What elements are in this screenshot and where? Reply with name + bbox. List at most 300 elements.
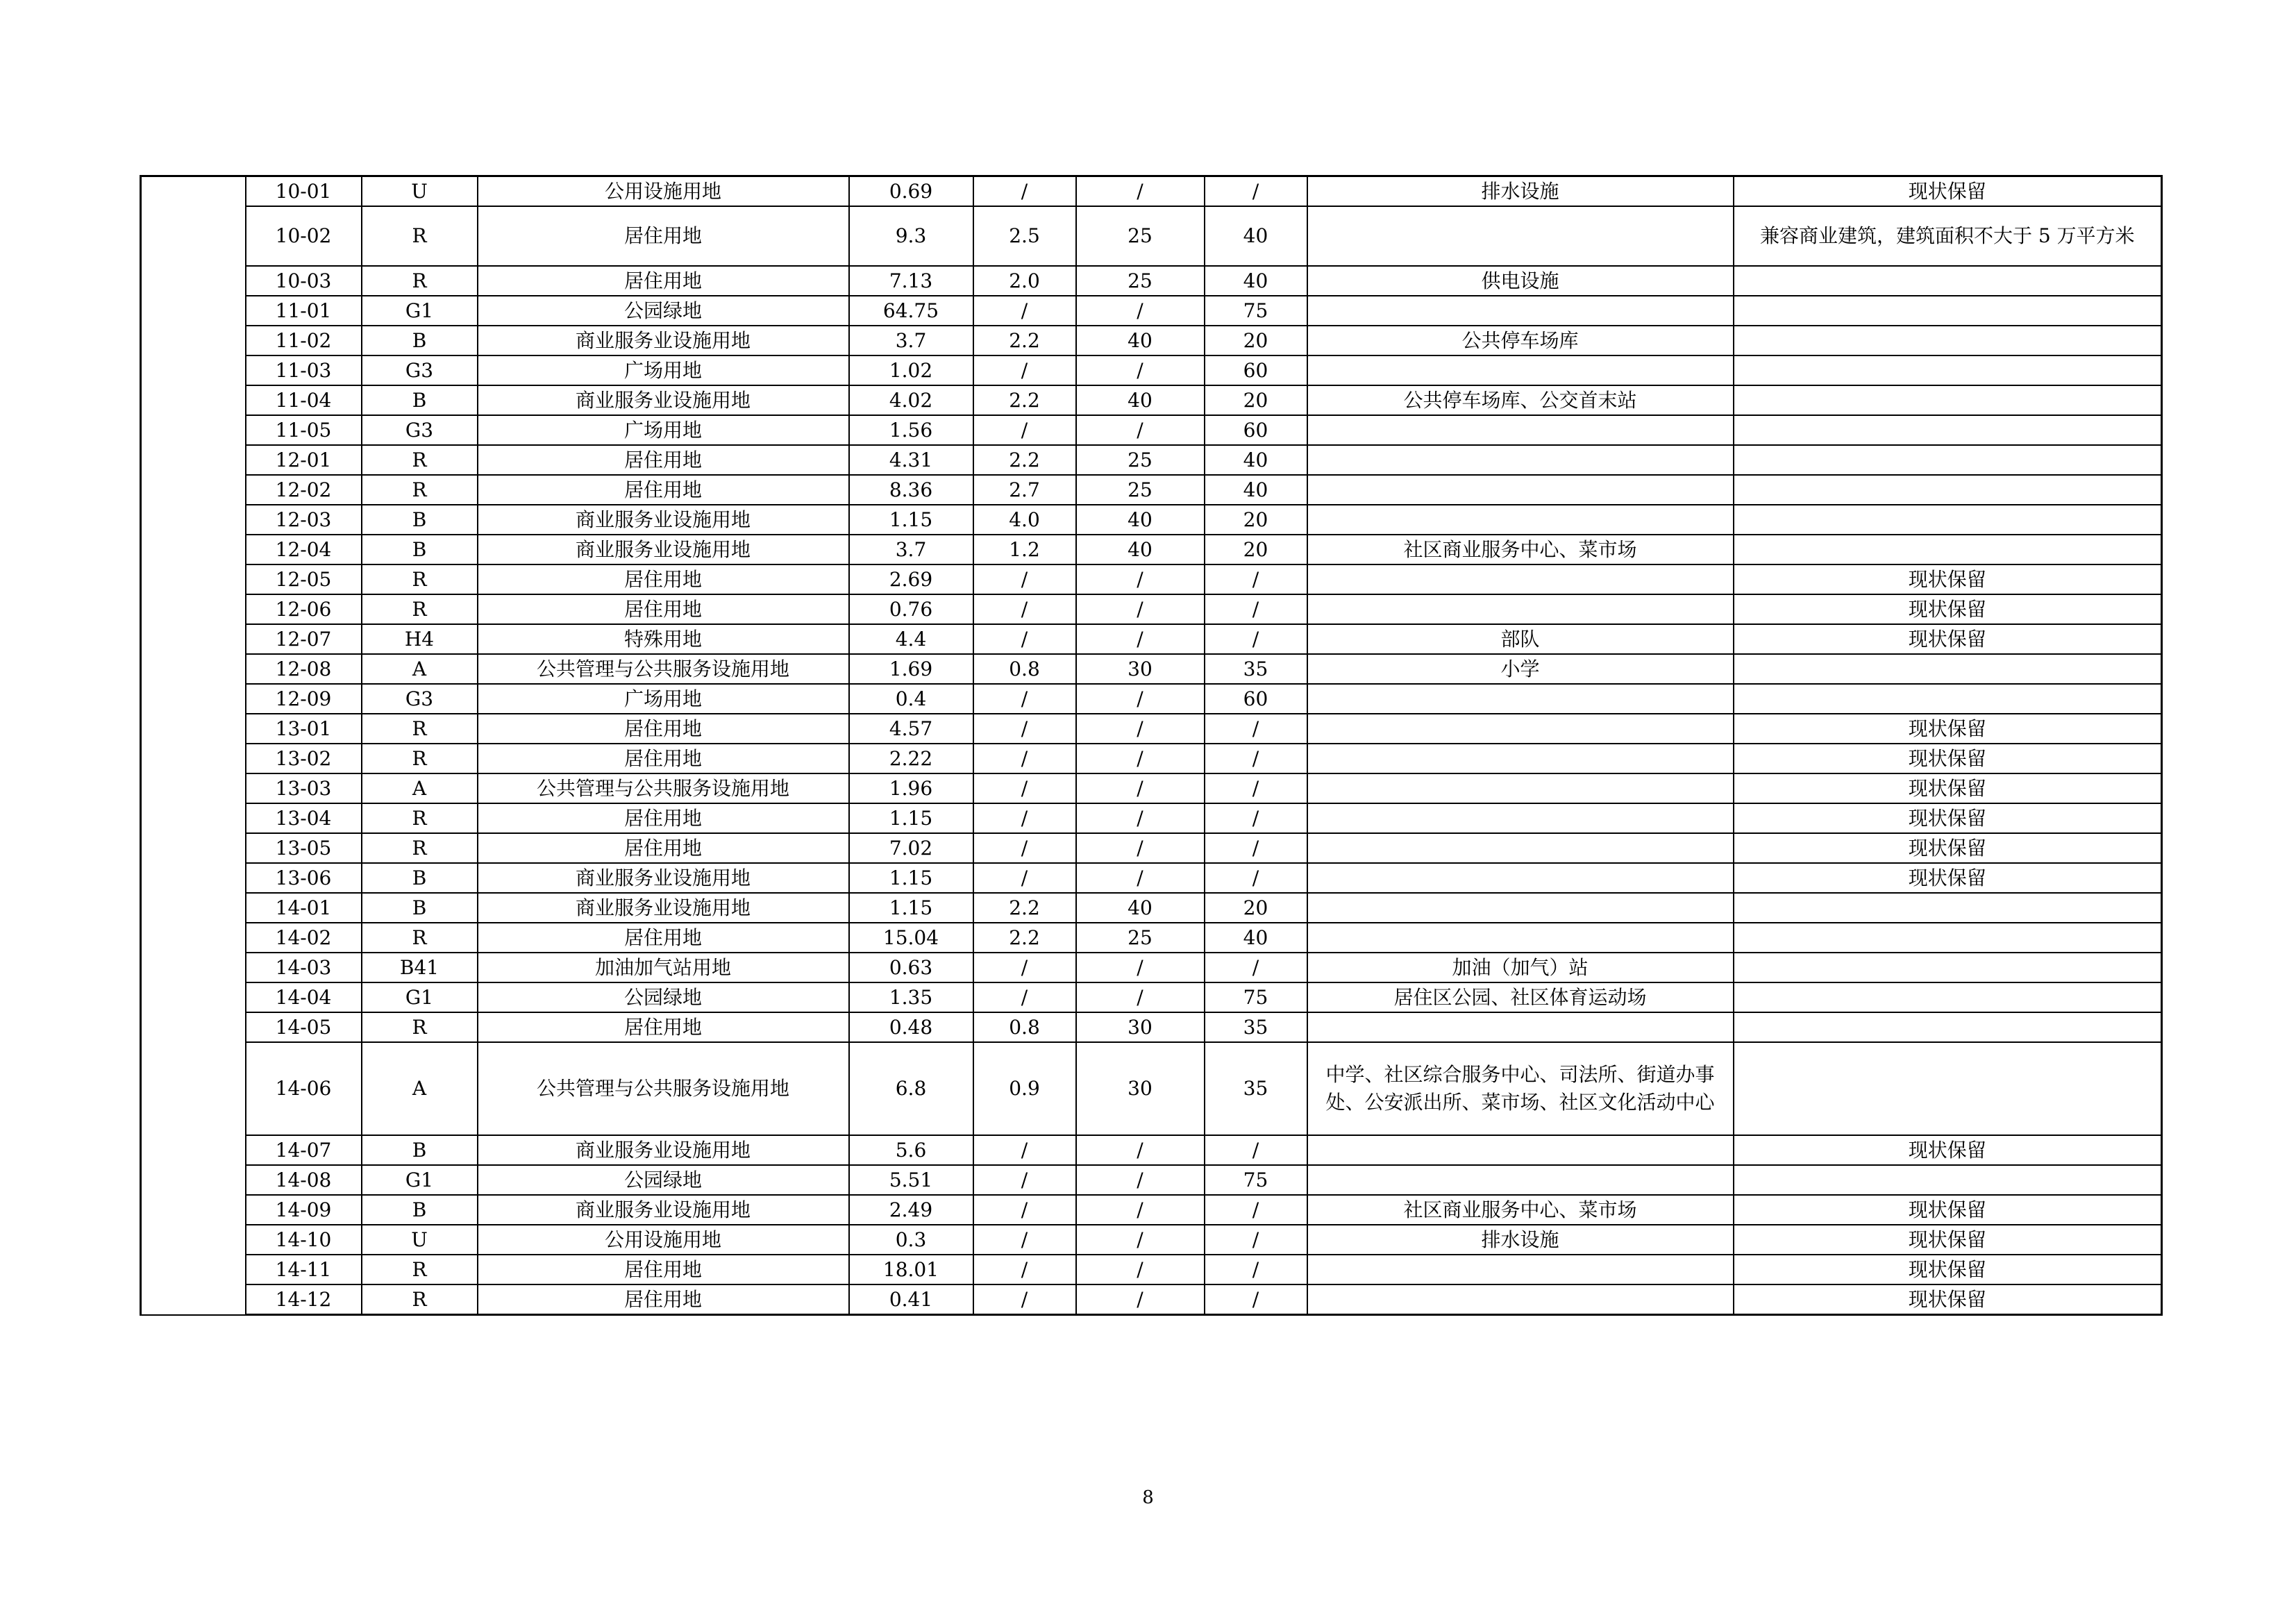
cell-green: / [1205,1225,1307,1255]
table-row [141,415,2162,445]
cell-far: 2.5 [973,206,1076,266]
cell-height: / [1076,714,1205,744]
cell-code: B [362,863,478,893]
cell-note [1734,385,2162,415]
cell-name: 商业服务业设施用地 [478,326,849,355]
cell-code: G3 [362,415,478,445]
cell-height: 40 [1076,535,1205,564]
cell-facility [1307,833,1734,863]
cell-note [1734,982,2162,1012]
table-row [141,296,2162,326]
cell-id: 11-05 [246,415,362,445]
cell-facility: 社区商业服务中心、菜市场 [1307,1195,1734,1225]
cell-height: 40 [1076,326,1205,355]
table-row [141,684,2162,714]
cell-note: 现状保留 [1734,1135,2162,1165]
cell-facility [1307,475,1734,505]
table-row [141,1225,2162,1255]
cell-facility [1307,863,1734,893]
cell-green: / [1205,833,1307,863]
cell-area: 2.22 [849,744,973,773]
cell-facility: 公共停车场库、公交首末站 [1307,385,1734,415]
cell-area: 15.04 [849,923,973,953]
cell-name: 商业服务业设施用地 [478,505,849,535]
cell-name: 公共管理与公共服务设施用地 [478,654,849,684]
cell-area: 0.48 [849,1012,973,1042]
cell-far: / [973,296,1076,326]
cell-id: 13-03 [246,773,362,803]
cell-far: 2.2 [973,445,1076,475]
cell-facility: 中学、社区综合服务中心、司法所、街道办事处、公安派出所、菜市场、社区文化活动中心 [1307,1042,1734,1135]
cell-name: 居住用地 [478,833,849,863]
table-row [141,982,2162,1012]
cell-code: A [362,1042,478,1135]
cell-far: / [973,1195,1076,1225]
cell-facility [1307,296,1734,326]
cell-far: / [973,982,1076,1012]
cell-green: 60 [1205,415,1307,445]
cell-facility [1307,773,1734,803]
cell-height: / [1076,594,1205,624]
cell-id: 14-01 [246,893,362,923]
cell-area: 4.02 [849,385,973,415]
cell-name: 居住用地 [478,744,849,773]
cell-code: R [362,803,478,833]
cell-far: 2.2 [973,326,1076,355]
cell-far: / [973,176,1076,207]
cell-facility [1307,1012,1734,1042]
cell-code: R [362,833,478,863]
cell-id: 14-04 [246,982,362,1012]
cell-code: H4 [362,624,478,654]
cell-id: 12-03 [246,505,362,535]
cell-id: 13-02 [246,744,362,773]
cell-name: 商业服务业设施用地 [478,1135,849,1165]
cell-facility: 居住区公园、社区体育运动场 [1307,982,1734,1012]
cell-height: 40 [1076,385,1205,415]
cell-green: / [1205,1284,1307,1315]
cell-note: 兼容商业建筑，建筑面积不大于 5 万平方米 [1734,206,2162,266]
cell-note [1734,953,2162,982]
cell-area: 4.4 [849,624,973,654]
cell-id: 13-06 [246,863,362,893]
table-row [141,1135,2162,1165]
cell-far: 0.8 [973,654,1076,684]
cell-far: / [973,1284,1076,1315]
cell-green: 20 [1205,326,1307,355]
cell-name: 公园绿地 [478,296,849,326]
cell-name: 居住用地 [478,803,849,833]
cell-area: 1.15 [849,803,973,833]
cell-code: R [362,266,478,296]
cell-id: 12-02 [246,475,362,505]
cell-facility [1307,714,1734,744]
cell-note: 现状保留 [1734,863,2162,893]
cell-green: 20 [1205,505,1307,535]
cell-far: 1.2 [973,535,1076,564]
cell-code: A [362,773,478,803]
cell-far: / [973,744,1076,773]
cell-green: / [1205,594,1307,624]
cell-code: R [362,923,478,953]
cell-green: / [1205,564,1307,594]
cell-area: 2.49 [849,1195,973,1225]
cell-code: R [362,594,478,624]
cell-facility [1307,923,1734,953]
cell-area: 6.8 [849,1042,973,1135]
cell-green: 40 [1205,475,1307,505]
cell-area: 3.7 [849,535,973,564]
cell-height: / [1076,744,1205,773]
table-row [141,475,2162,505]
cell-green: / [1205,714,1307,744]
cell-code: B [362,535,478,564]
cell-facility [1307,1284,1734,1315]
cell-facility [1307,1135,1734,1165]
cell-far: / [973,1135,1076,1165]
cell-note [1734,893,2162,923]
table-row [141,326,2162,355]
table-body [141,176,2162,1315]
cell-facility [1307,594,1734,624]
cell-name: 居住用地 [478,923,849,953]
cell-code: G3 [362,355,478,385]
cell-id: 14-10 [246,1225,362,1255]
table-row [141,1042,2162,1135]
cell-height: 25 [1076,923,1205,953]
cell-height: / [1076,1135,1205,1165]
cell-height: 25 [1076,445,1205,475]
cell-id: 11-03 [246,355,362,385]
cell-far: 2.2 [973,385,1076,415]
land-use-table [140,175,2163,1316]
cell-facility: 社区商业服务中心、菜市场 [1307,535,1734,564]
cell-facility [1307,415,1734,445]
cell-green: 35 [1205,1012,1307,1042]
cell-height: / [1076,803,1205,833]
table-row [141,1195,2162,1225]
cell-green: 40 [1205,445,1307,475]
cell-height: 25 [1076,266,1205,296]
cell-green: / [1205,624,1307,654]
cell-code: R [362,1255,478,1284]
cell-green: / [1205,863,1307,893]
cell-name: 加油加气站用地 [478,953,849,982]
cell-height: 30 [1076,1042,1205,1135]
cell-area: 1.35 [849,982,973,1012]
cell-height: / [1076,684,1205,714]
cell-code: A [362,654,478,684]
cell-height: 40 [1076,505,1205,535]
cell-name: 商业服务业设施用地 [478,535,849,564]
cell-name: 公园绿地 [478,1165,849,1195]
cell-area: 7.13 [849,266,973,296]
cell-id: 14-08 [246,1165,362,1195]
cell-note [1734,1165,2162,1195]
cell-far: / [973,833,1076,863]
cell-code: B41 [362,953,478,982]
cell-name: 商业服务业设施用地 [478,863,849,893]
cell-name: 居住用地 [478,594,849,624]
cell-note [1734,1042,2162,1135]
cell-code: R [362,744,478,773]
group-cell [141,176,246,1315]
cell-code: G1 [362,296,478,326]
cell-id: 13-04 [246,803,362,833]
cell-name: 居住用地 [478,1012,849,1042]
cell-green: 40 [1205,923,1307,953]
cell-id: 14-09 [246,1195,362,1225]
cell-code: B [362,1135,478,1165]
table-row [141,953,2162,982]
cell-note [1734,535,2162,564]
cell-facility [1307,803,1734,833]
cell-name: 公用设施用地 [478,176,849,207]
table-row [141,564,2162,594]
table-row [141,206,2162,266]
cell-far: / [973,594,1076,624]
cell-far: 2.7 [973,475,1076,505]
cell-far: 2.2 [973,923,1076,953]
table-row [141,445,2162,475]
cell-note: 现状保留 [1734,1225,2162,1255]
cell-area: 1.96 [849,773,973,803]
cell-green: / [1205,953,1307,982]
cell-name: 商业服务业设施用地 [478,893,849,923]
cell-height: 25 [1076,206,1205,266]
cell-green: / [1205,1255,1307,1284]
cell-id: 11-04 [246,385,362,415]
cell-area: 0.4 [849,684,973,714]
cell-green: 75 [1205,982,1307,1012]
cell-name: 商业服务业设施用地 [478,1195,849,1225]
cell-facility: 排水设施 [1307,176,1734,207]
cell-height: / [1076,863,1205,893]
cell-facility [1307,445,1734,475]
cell-far: 0.9 [973,1042,1076,1135]
cell-facility: 供电设施 [1307,266,1734,296]
cell-note [1734,445,2162,475]
cell-note: 现状保留 [1734,176,2162,207]
cell-green: 75 [1205,296,1307,326]
cell-note: 现状保留 [1734,1255,2162,1284]
table-row [141,1255,2162,1284]
cell-green: 60 [1205,684,1307,714]
cell-facility [1307,684,1734,714]
cell-code: R [362,475,478,505]
cell-note [1734,415,2162,445]
cell-facility: 加油（加气）站 [1307,953,1734,982]
cell-far: / [973,803,1076,833]
cell-code: G3 [362,684,478,714]
cell-green: 35 [1205,1042,1307,1135]
cell-height: 30 [1076,1012,1205,1042]
cell-height: / [1076,415,1205,445]
table-row [141,385,2162,415]
cell-name: 居住用地 [478,714,849,744]
cell-height: / [1076,953,1205,982]
cell-code: R [362,1284,478,1315]
table-row [141,1012,2162,1042]
cell-green: 40 [1205,206,1307,266]
cell-green: / [1205,744,1307,773]
table-row [141,714,2162,744]
cell-facility: 排水设施 [1307,1225,1734,1255]
cell-id: 12-01 [246,445,362,475]
cell-name: 居住用地 [478,475,849,505]
cell-id: 12-05 [246,564,362,594]
cell-id: 12-04 [246,535,362,564]
cell-height: / [1076,1284,1205,1315]
cell-facility [1307,744,1734,773]
cell-code: B [362,893,478,923]
table-row [141,803,2162,833]
cell-facility [1307,355,1734,385]
cell-area: 4.31 [849,445,973,475]
cell-name: 居住用地 [478,564,849,594]
cell-id: 14-03 [246,953,362,982]
cell-far: / [973,1255,1076,1284]
cell-far: / [973,1225,1076,1255]
cell-height: / [1076,1225,1205,1255]
cell-id: 12-08 [246,654,362,684]
cell-code: B [362,385,478,415]
cell-note: 现状保留 [1734,594,2162,624]
cell-area: 64.75 [849,296,973,326]
cell-name: 公共管理与公共服务设施用地 [478,773,849,803]
cell-height: 25 [1076,475,1205,505]
cell-far: / [973,684,1076,714]
cell-id: 10-03 [246,266,362,296]
cell-area: 3.7 [849,326,973,355]
cell-name: 广场用地 [478,684,849,714]
cell-facility: 部队 [1307,624,1734,654]
cell-area: 1.15 [849,893,973,923]
cell-note: 现状保留 [1734,744,2162,773]
table-row [141,176,2162,207]
table-row [141,1165,2162,1195]
cell-height: / [1076,1255,1205,1284]
cell-id: 12-09 [246,684,362,714]
cell-note [1734,1012,2162,1042]
cell-area: 9.3 [849,206,973,266]
cell-area: 18.01 [849,1255,973,1284]
cell-name: 特殊用地 [478,624,849,654]
cell-code: R [362,714,478,744]
cell-green: 35 [1205,654,1307,684]
cell-name: 居住用地 [478,445,849,475]
cell-id: 12-07 [246,624,362,654]
cell-name: 居住用地 [478,1255,849,1284]
cell-area: 2.69 [849,564,973,594]
cell-height: / [1076,833,1205,863]
cell-far: / [973,624,1076,654]
cell-height: 40 [1076,893,1205,923]
cell-code: R [362,445,478,475]
cell-note: 现状保留 [1734,564,2162,594]
cell-id: 13-05 [246,833,362,863]
cell-green: 20 [1205,535,1307,564]
cell-code: U [362,1225,478,1255]
cell-id: 14-05 [246,1012,362,1042]
cell-far: 4.0 [973,505,1076,535]
cell-height: / [1076,296,1205,326]
cell-far: / [973,714,1076,744]
cell-area: 7.02 [849,833,973,863]
cell-area: 1.69 [849,654,973,684]
cell-note [1734,326,2162,355]
cell-note [1734,355,2162,385]
cell-area: 0.76 [849,594,973,624]
cell-id: 12-06 [246,594,362,624]
cell-area: 0.3 [849,1225,973,1255]
cell-far: / [973,415,1076,445]
cell-height: / [1076,176,1205,207]
cell-code: B [362,1195,478,1225]
table-row [141,355,2162,385]
cell-id: 10-02 [246,206,362,266]
cell-area: 4.57 [849,714,973,744]
cell-name: 广场用地 [478,415,849,445]
cell-note [1734,296,2162,326]
table-row [141,863,2162,893]
cell-note: 现状保留 [1734,1195,2162,1225]
cell-height: / [1076,624,1205,654]
cell-name: 居住用地 [478,206,849,266]
cell-height: / [1076,773,1205,803]
cell-green: / [1205,803,1307,833]
cell-height: 30 [1076,654,1205,684]
table-row [141,923,2162,953]
cell-area: 1.56 [849,415,973,445]
cell-far: 2.0 [973,266,1076,296]
cell-far: 0.8 [973,1012,1076,1042]
cell-facility [1307,1165,1734,1195]
cell-name: 公用设施用地 [478,1225,849,1255]
cell-code: G1 [362,1165,478,1195]
cell-far: / [973,1165,1076,1195]
cell-area: 0.69 [849,176,973,207]
page-number: 8 [1142,1487,1154,1508]
cell-area: 5.6 [849,1135,973,1165]
cell-far: / [973,953,1076,982]
cell-id: 14-07 [246,1135,362,1165]
cell-area: 1.02 [849,355,973,385]
cell-id: 10-01 [246,176,362,207]
table-row [141,505,2162,535]
cell-height: / [1076,1195,1205,1225]
table-row [141,535,2162,564]
table-row [141,833,2162,863]
table-row [141,266,2162,296]
table-row [141,744,2162,773]
cell-note: 现状保留 [1734,1284,2162,1315]
cell-id: 14-06 [246,1042,362,1135]
cell-area: 1.15 [849,505,973,535]
cell-name: 公共管理与公共服务设施用地 [478,1042,849,1135]
cell-note [1734,475,2162,505]
table-row [141,773,2162,803]
cell-id: 13-01 [246,714,362,744]
cell-note: 现状保留 [1734,803,2162,833]
cell-name: 商业服务业设施用地 [478,385,849,415]
table-row [141,1284,2162,1315]
cell-green: / [1205,773,1307,803]
cell-id: 14-02 [246,923,362,953]
cell-facility [1307,893,1734,923]
table-row [141,594,2162,624]
cell-note [1734,923,2162,953]
